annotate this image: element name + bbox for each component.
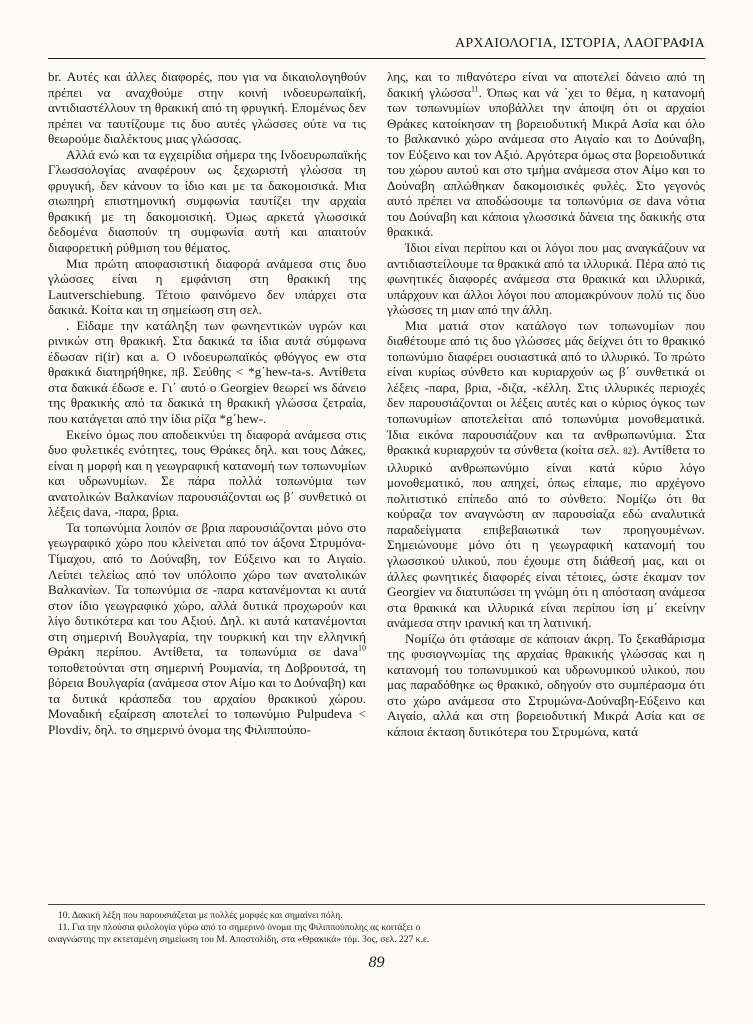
right-paragraph-3 — [387, 318, 705, 631]
left-paragraph-5: Εκείνο όμως που αποδεικνύει τη διαφορά ανάμεσα στις δυο φυλετικές ενότητες, τους Θράκες δηλ. και τους Δάκες, είναι η μορφή και η γεωγραφική κατανομή των τοπωνυμίων και υδρωνυμίων. Σε πάρα πολλά τοπωνύμια των ανατολικών Βαλκανίων παρουσιάζονται ως β΄ συνθετικό οι λέξεις dava, -παρα, βρια. — [48, 426, 366, 520]
left-paragraph-6 — [48, 520, 366, 738]
right-paragraph-1-text-a: λης, και το πιθανότερο είναι να αποτελεί δάνειο από τη δακική γλώσσα — [387, 69, 705, 100]
page-number: 89 — [368, 954, 385, 971]
footnote-ref-10: 10 — [358, 643, 366, 653]
right-paragraph-3-text-b: ). Αντίθετα το ιλλυρικό ανθρωπωνύμιο είναι κατά κύριο λόγο μονοθεματικό, που απηχεί, όπως είπαμε, πιο αρχέγονο πολιτιστικό επίπεδο από το σύνθετο. Νομίζω ότι θα κούραζα τον αναγνώστη αν παρουσίαζα εδώ αναλυτικά παραδείγματα επιβεβαιωτικά των προηγουμένων. Σημειώνουμε μόνο ότι η γεωγραφική κατανομή του γλωσσικού υλικού, που έχουμε στη διάθεσή μας, και οι άλλες φωνητικές διαφορές είναι τέτοιες, ώστε έκαμαν τον Georgiev να διατυπώσει τη γνώμη ότι η απόσταση ανάμεσα στα θρακικά και ιλλυρικά είναι περίπου ίση μ΄ εκείνην ανάμεσα στην ιρανική και τη λατινική. — [387, 442, 705, 631]
left-paragraph-4: . Είδαμε την κατάληξη των φωνηεντικών υγρών και ρινικών στη θρακική. Στα δακικά τα ίδια αυτά σύμφωνα έδωσαν ri(ir) και a. Ο ινδοευρωπαϊκός φθόγγος ew στα θρακικά διατηρήθηκε, πβ. Σεύθης < *g΄hew-ta-s. Αντίθετα στα δακικά έδωσε e. Γι΄ αυτό ο Georgiev θεωρεί ws δάνειο της θρακικής από τα δακικά τη θρακική γλώσσα ζετραία, που κατάγεται από την ίδια ρίζα *g΄hew-. — [48, 317, 366, 427]
header-rule — [48, 58, 705, 59]
left-paragraph-6-text-b: τοποθετούνται στη σημερινή Ρουμανία, τη Δοβρουτσά, τη βόρεια Βουλγαρία (ανάμεσα στον Αίμο και το Δούναβη) και τα δυτικά κράσπεδα του αρχαίου θρακικού χώρου. Μοναδική εξαίρεση αποτελεί το τοπωνύμιο Pulpudeva < Plovdiv, δηλ. το σημερινό όνομα της Φιλιππούπο- — [48, 659, 366, 737]
footnotes — [48, 910, 705, 946]
left-column — [48, 69, 366, 738]
right-paragraph-2: Ίδιοι είναι περίπου και οι λόγοι που μας αναγκάζουν να αντιδιαστείλουμε τα θρακικά από τα ιλλυρικά. Πέρα από τις φωνητικές διαφορές ανάμεσα στα θρακικά και ιλλυρικά, υπάρχουν και άλλοι λόγοι που απομακρύνουν πολύ τις δυο γλώσσες τη μιαν από την άλλη. — [387, 240, 705, 318]
footnote-ref-11: 11 — [470, 84, 479, 94]
right-column — [387, 69, 705, 740]
right-paragraph-1 — [387, 69, 705, 240]
left-paragraph-1: br. Αυτές και άλλες διαφορές, που για να δικαιολογηθούν πρέπει να αναχθούμε στην κοινή ινδοευρωπαϊκή, αντιδιαστέλλουν τη θρακική από τη φρυγική. Επομένως δεν πρέπει να ταυτίζουμε τις δυο αυτές γλώσσες ούτε να τις θεωρούμε διαλέκτους μιας γλώσσας. — [48, 69, 366, 147]
right-paragraph-1-text-b: . Όπως και νά ΄χει το θέμα, η κατανομή των τοπωνυμίων υποβάλλει την άποψη ότι οι αρχαίοι Θράκες κατοίκησαν τη βορειοδυτική Μικρά Ασία και όλο το βαλκανικό χώρο ανάμεσα στο Αιγαίο και το Δούναβη, τον Εύξεινο και τον Αξιό. Αργότερα όμως στα βορειοδυτικά του χώρου αυτού και στο τμήμα ανάμεσα στον Αίμο και το Δούναβη απλώθηκαν δακομοισικές φυλές. Στο γεγονός αυτό πρέπει να αποδώσουμε τα τοπωνύμια σε dava νότια του Δούναβη και κάποια γλωσσικά δάνεια της δακικής στα θρακικά. — [387, 84, 705, 240]
right-paragraph-3-text-a: Μια ματιά στον κατάλογο των τοπωνυμίων που διαθέτουμε από τις δυο γλώσσες μάς δείχνει ότι το θρακικό τοπωνύμιο διαφέρει ουσιαστικά από το ιλλυρικό. Το πρώτο είναι κυρίως σύνθετο και κυριαρχούν ως β΄ συνθετικά οι λέξεις -παρα, βρια, -διζα, -κέλλη. Στις ιλλυρικές περιοχές δεν παρουσιάζονται οι λέξεις αυτές και ο κύριος όγκος των τοπωνυμίων αποτελείται από τοπωνύμια μονοθεματικά. Ίδια εικόνα παρουσιάζουν και τα ανθρωπωνύμια. Στα θρακικά κυριαρχούν τα σύνθετα (κοίτα σελ. — [387, 317, 705, 458]
footnote-11: 11. Για την πλούσια φιλολογία γύρω από το σημερινό όνομα της Φιλιππούπολης ας κοιτάξει ο — [58, 922, 421, 933]
left-paragraph-3: Μια πρώτη αποφασιστική διαφορά ανάμεσα στις δυο γλώσσες είναι η εμφάνιση στη θρακική της Lautverschiebung. Τέτοιο φαινόμενο δεν υπάρχει στα δακικά. Κοίτα και τη σημείωση στη σελ. — [48, 255, 366, 318]
footnote-10: 10. Δακική λέξη που παρουσιάζεται με πολλές μορφές και σημαίνει πόλη. — [58, 910, 343, 921]
running-header: ΑΡΧΑΙΟΛΟΓΙΑ, ΙΣΤΟΡΙΑ, ΛΑΟΓΡΑΦΙΑ — [454, 36, 705, 51]
footnote-11-continuation: αναγνώστης την εκτεταμένη σημείωση του Μ. Αποστολίδη, στα «Θρακικά» τόμ. 3ος, σελ. 227 κ.ε. — [48, 934, 430, 945]
right-paragraph-4: Νομίζω ότι φτάσαμε σε κάποιαν άκρη. Το ξεκαθάρισμα της φυσιογνωμίας της αρχαίας θρακικής γλώσσας και η κατανομή του τοπωνυμικού και υδρωνυμικού υλικού, που μας παραδόθηκε ως θρακικό, οδηγούν στο συμπέρασμα ότι στο χώρο ανάμεσα στο Στρυμώνα-Δούναβη-Εύξεινο και Αιγαίο, αλλά και στη βορειοδυτική Μικρά Ασία και σε κάποια έκταση δυτικότερα του Στρυμώνα, κατά — [387, 630, 705, 739]
left-paragraph-6-text-a: Τα τοπωνύμια λοιπόν σε βρια παρουσιάζονται μόνο στο γεωγραφικό χώρο που κλείνεται από τον άξονα Στρυμόνα-Τίμαχου, από το Δούναβη, τον Εύξεινο και το Αιγαίο. Λείπει τελείως από τον υπόλοιπο χώρο των ανατολικών Βαλκανίων. Τα τοπωνύμια σε -παρα κατανέμονται κι αυτά στον ίδιο γεωγραφικό χώρο, αλλά δυτικά προχωρούν και λίγο δυτικότερα και του Αξιού. Δηλ. κι αυτά κατανέμονται στη σημερινή Βουλγαρία, την τουρκική και την ελληνική Θράκη περίπου. Αντίθετα, τα τοπωνύμια σε dava — [48, 519, 366, 660]
footnote-rule — [48, 904, 705, 905]
left-paragraph-2: Αλλά ενώ και τα εγχειρίδια σήμερα της Ινδοευρωπαϊκής Γλωσσολογίας αναφέρουν ως ξεχωριστή γλώσσα τη φρυγική, δεν κάνουν το ίδιο και με τα δακομοισικά. Μια σιωπηρή επιστημονική συμφωνία ταυτίζει την αρχαία θρακική με τη δακομοισική. Όμως αρκετά γλωσσικά δεδομένα διασπούν τη συμφωνία αυτή και απαιτούν διαφορετική ρύθμιση του θέματος. — [48, 146, 366, 256]
page-reference: 82 — [623, 446, 633, 457]
